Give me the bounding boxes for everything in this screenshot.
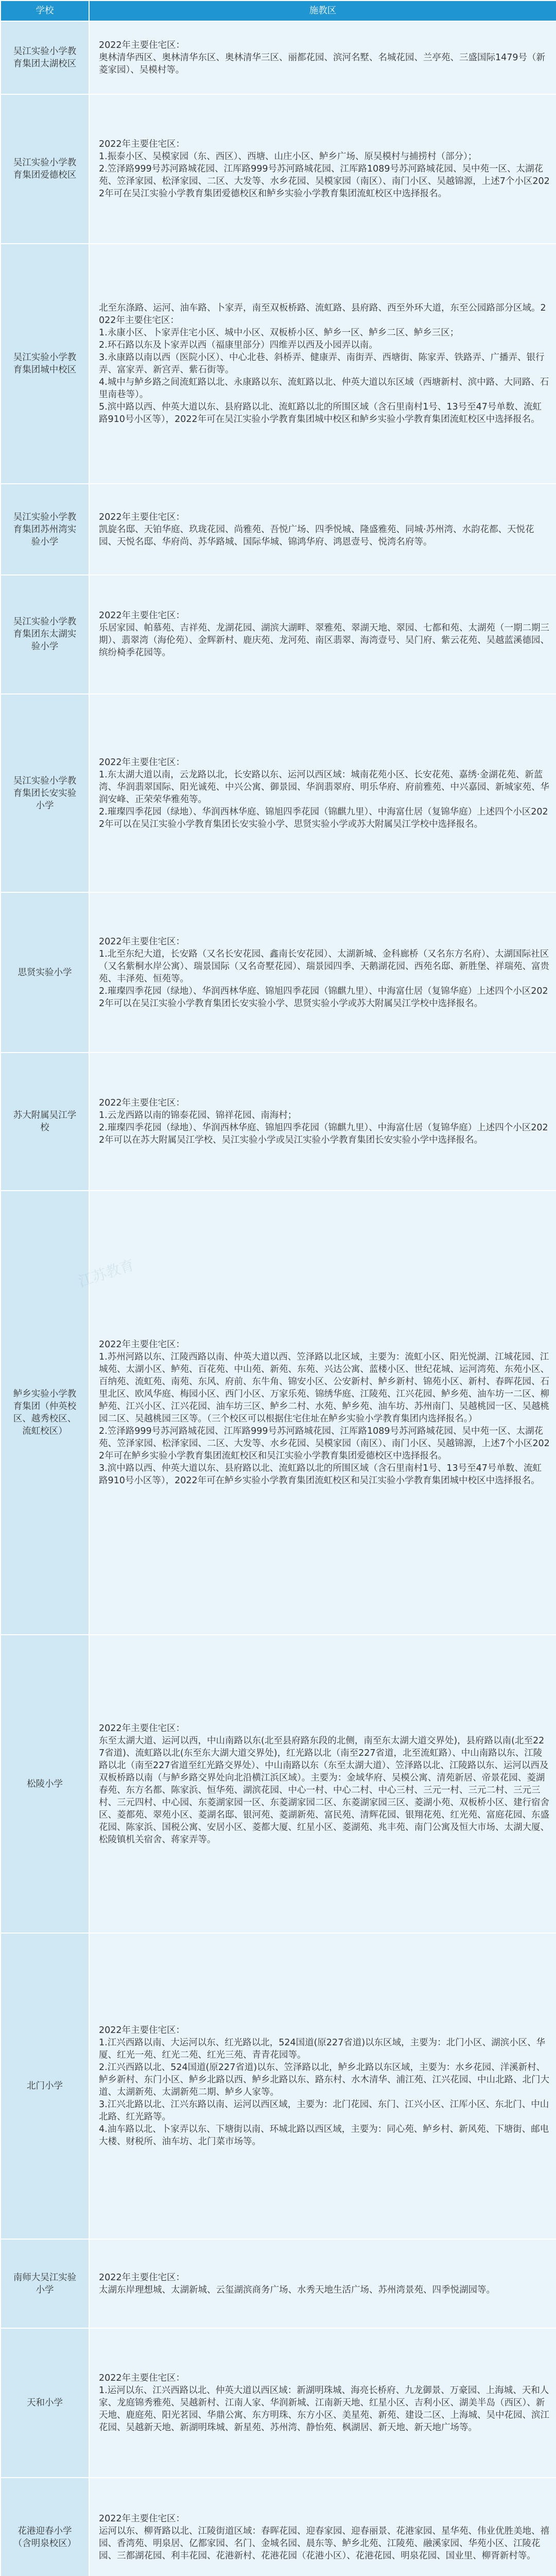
district-line: 1.振泰小区、吴模家园（东、西区）、西塘、山庄小区、鲈乡广场、原吴模村与捕捞村（部分）； — [99, 151, 477, 162]
table-row — [1, 484, 556, 575]
district-line: 5.滨中路以西、仲英大道以东、县府路以北、流虹路以北的所围区域（含石里南村1号、13号至47号单数、流虹路910号小区等），2022年可在吴江实验小学教育集团城中校区和鲈乡实验小学教育集团流虹校区中选择报名。 — [99, 402, 542, 425]
district-line: 2022年主要住宅区： — [99, 139, 185, 150]
table-row — [1, 892, 556, 1052]
district-line: 运河以东、柳胥路以北、江陵街道区域：春晖花园、迎春家园、迎春丽景、花港家园、星华苑、伟业优胜美地、禧园、香湾苑、明泉居、亿都家园、名门、金城名园、晨东等、鲈乡北苑、江陵苑、融溪家园、华苑小区、江陵花园、三都湖花园、利丰花园、花港新村、花港花园（花港小区）、花港花园、明泉花园、国业里、柳胥新村等。 — [99, 2526, 549, 2561]
district-line: 2022年主要住宅区： — [99, 2025, 185, 2036]
district-line: 2022年主要住宅区： — [99, 1097, 185, 1108]
district-line: 2022年主要住宅区： — [99, 757, 185, 768]
table-row — [1, 2478, 556, 2576]
table-row — [1, 1191, 556, 1635]
table-row — [1, 694, 556, 893]
school-name: 南师大吴江实验小学 — [1, 2239, 89, 2328]
district-line: 北至东涤路、运河、油车路、卜家弄，南至双板桥路、流虹路、县府路、西至外环大道，东至公园路部分区域。2022年主要住宅区： — [99, 303, 546, 326]
table-row — [1, 575, 556, 694]
header-school: 学校 — [1, 1, 89, 21]
district-line: 2022年主要住宅区： — [99, 611, 185, 621]
school-name: 苏大附属吴江学校 — [1, 1053, 89, 1191]
district-line: 2022年主要住宅区： — [99, 40, 185, 50]
school-name: 思贤实验小学 — [1, 892, 89, 1052]
table-row — [1, 21, 556, 94]
district-cell — [89, 575, 556, 694]
district-line: 2.笠泽路999号苏河路城花园、江厍路999号苏河路城花园、江厍路1089号苏河路城花园、吴中苑一区、太湖花苑、笠泽家园、松泽家园、二区、大发等、水乡花园、吴模家园（南区）、南门小区、吴越锦源，上述7个小区2022年可在鲈乡实验小学教育集团流虹校区和吴江实验小学教育集团爱德校区中选择报名。 — [99, 1426, 550, 1462]
table-body — [1, 21, 556, 2576]
district-line: 2022年主要住宅区： — [99, 2373, 185, 2384]
district-line: 2.璀璨四季花园（绿地）、华润西林华庭、锦旭四季花园（锦麒九里）、中海富仕居（复锦华庭）上述四个小区2022年可以在吴江实验小学教育集团长安实验小学、思贤实验小学或苏大附属吴江学校中选择报名。 — [99, 806, 548, 829]
district-cell — [89, 484, 556, 575]
district-line: 1.运河以东、江兴西路以北、仲英大道以西区域：新湖明珠城、海亮长桥府、九龙御景、万豪园、上海城、天和人家、龙庭锦秀雅苑、吴越新村、江南人家、华润新城、江南新天地、红星小区、吉利小区、湖美半岛（西区）、新天地、鹿庭苑、阳光茗园、华鼎公寓、东方明珠、东方小区、美星苑、新苑、建设二区、上海城、吴中花园、滨江花园、吴越新天地、新湖明珠城、新星苑、苏州湾、静怡苑、枫湖居、新天地、新天地广场等。 — [99, 2385, 549, 2433]
school-name: 吴江实验小学教育集团太湖校区 — [1, 21, 89, 94]
district-line: 4.油车路以北、卜家弄以东、下塘街以南、环城北路以西区域，主要为：同心苑、鲈乡村、新风苑、下塘街、邮电大楼、财税所、油车坊、北门菜市场等。 — [99, 2124, 549, 2147]
district-line: 2.笠泽路999号苏河路城花园、江厍路999号苏河路城花园、江厍路1089号苏河路城花园、吴中苑一区、太湖花苑、笠泽家园、松泽家园、二区、大发等、水乡花园、吴模家园（南区）、南门小区、吴越锦源，上述7个小区2022年可在吴江实验小学教育集团爱德校区和鲈乡实验小学教育集团流虹校区中选择报名。 — [99, 164, 550, 199]
district-line: 2.环石路以东及卜家弄以西（福康里部分）四维弄以西及小园弄以南。 — [99, 340, 378, 351]
district-line: 2022年主要住宅区： — [99, 2272, 185, 2283]
school-name: 松陵小学 — [1, 1635, 89, 1933]
district-line: 1.东太湖大道以南，云龙路以北，长安路以东、运河以西区域：城南花苑小区、长安花苑、嘉绣·金湖花苑、新蓝湾、华润翡翠国际、阳光诚苑、中兴公寓、御景园、华润翡翠府、明乐华府、府前雅苑、中兴嘉园、新城家苑、华润安峰、正荣荣华雅苑等。 — [99, 769, 549, 805]
district-cell — [89, 1933, 556, 2239]
table-row — [1, 2328, 556, 2478]
district-cell — [89, 2239, 556, 2328]
district-line: 太湖东岸理想城、太湖新城、云玺湖滨商务广场、水秀天地生活广场、苏州湾景苑、四季悦湖园等。 — [99, 2284, 495, 2295]
school-name: 吴江实验小学教育集团爱德校区 — [1, 94, 89, 244]
district-line: 奥林清华西区、奥林清华东区、奥林清华三区、丽都花园、滨河名墅、名城花园、兰亭苑、三盛国际1479号（新菱家园）、吴模村等。 — [99, 52, 546, 75]
table-row — [1, 244, 556, 484]
district-line: 2022年主要住宅区： — [99, 936, 185, 947]
district-cell — [89, 94, 556, 244]
district-line: 4.城中与鲈乡路之间流虹路以北、永康路以东、流虹路以北、仲英大道以东区域（西塘新村、滨中路、大同路、石里南巷等）。 — [99, 377, 549, 400]
school-name: 鲈乡实验小学教育集团（仲英校区、越秀校区、流虹校区） — [1, 1191, 89, 1635]
table-row — [1, 1053, 556, 1191]
district-line: 2.璀璨四季花园（绿地）、华润西林华庭、锦旭四季花园（锦麒九里）、中海富仕居（复锦华庭）上述四个小区2022年可以在苏大附属吴江学校、吴江实验小学或吴江实验小学教育集团长安实验小学中选择报名。 — [99, 1122, 548, 1145]
school-name: 吴江实验小学教育集团苏州湾实验小学 — [1, 484, 89, 575]
district-line: 2.江兴西路以北、524国道(原227省道)以东、笠泽路以北，鲈乡北路以东区域，主要为：水乡花园、洋溪新村、鲈乡新村、东门小区、鲈乡北路以西、鲈乡北路以东、路东村、水木清华、浦江苑、江兴花园、中山北路、北门大道、太湖新苑、太湖新苑二期、鲈乡人家等。 — [99, 2062, 549, 2098]
district-cell — [89, 694, 556, 893]
district-line: 3.滨中路以西、仲英大道以东、县府路以北、流虹路以北的所围区域（含石里南村1号、13号至47号单数、流虹路910号小区等），2022年可在鲈乡实验小学教育集团流虹校区和吴江实验小学教育集团城中校区中选择报名。 — [99, 1463, 542, 1486]
district-line: 1.云龙西路以南的锦泰花园、锦祥花园、南海村； — [99, 1110, 297, 1121]
school-name: 吴江实验小学教育集团城中校区 — [1, 244, 89, 484]
district-cell — [89, 21, 556, 94]
district-line: 3.江兴北路以北、江兴东路以南、运河以西区域，主要为：北门花园、东门、江兴小区、江厍小区、东北门、中山北路、红光路等。 — [99, 2099, 549, 2123]
district-cell — [89, 892, 556, 1052]
table-row — [1, 2239, 556, 2328]
header-district: 施教区 — [89, 1, 556, 21]
district-line: 2.璀璨四季花园（绿地）、华润西林华庭、锦旭四季花园（锦麒九里）、中海富仕居（复锦华庭）上述四个小区2022年可以在吴江实验小学教育集团长安实验小学、思贤实验小学或苏大附属吴江学校中选择报名。 — [99, 986, 548, 1009]
school-name: 花港迎春小学（含明泉校区） — [1, 2478, 89, 2576]
district-line: 3.永康路以南以西（医院小区）、中心北巷、斜桥弄、健康弄、南街弄、西塘街、陈家弄、铁路弄、广播弄、银行弄、富家弄、新宫弄、紫石街等。 — [99, 352, 545, 376]
district-line: 1.江兴西路以南、大运河以东、红光路以北，524国道(原227省道)以东区域，主要为：北门小区、湖滨小区、华厦、红光一苑、红光二苑、红光三苑、青青花园等。 — [99, 2038, 546, 2061]
district-line: 凯旋名邸、天铂华庭、玖珑花园、尚雅苑、吾悦广场、四季悦城、隆盛雅苑、同城·苏州湾、水韵花都、天悦花园、天悦名邸、华府尚、苏华路城、国际华城、锦鸿华府、鸿恩壹号、悦湾名府等。 — [99, 524, 534, 547]
district-line: 1.永康小区、卜家弄住宅小区、城中小区、双板桥小区、鲈乡一区、鲈乡二区、鲈乡三区； — [99, 328, 459, 338]
table-row — [1, 1635, 556, 1933]
district-cell — [89, 2328, 556, 2478]
district-line: 2022年主要住宅区： — [99, 1723, 185, 1734]
table-row — [1, 94, 556, 244]
school-name: 北门小学 — [1, 1933, 89, 2239]
district-line: 1.苏州河路以东、江陵西路以南、仲英大道以西、笠泽路以北区域，主要为：流虹小区、阳光悦湖、江城花园、江城苑、太湖小区、鲈苑、百花苑、中山苑、新苑、东苑、兴达公寓、蓝楼小区、世纪花城、运河湾苑、东苑小区、百纳苑、流虹苑、南苑、东风、府前、东牛角、锦安小区、公安新村、鲈乡新村、锦苑小区、新村、春晖花园、石里北区、欧风华庭、梅园小区、西门小区、万家乐苑、锦绣华庭、江陵苑、江兴花园、鲈乡苑、油车坊一二区、柳鲈苑、江兴小区、江兴花园、油车坊三区、鲈乡二村、水苑、鲈乡苑、油车坊、苏州南门、吴越桃园一区、吴越桃园二区、吴越桃园三区等。（三个校区可以根据住宅住址在鲈乡实验小学教育集团内选择报名。） — [99, 1352, 549, 1425]
school-name: 吴江实验小学教育集团东太湖实验小学 — [1, 575, 89, 694]
district-line: 乐居家园、帕慕苑、吉祥苑、龙湖花园、湖滨大湖畔、翠雅苑、翠湖天地、翠园、七都和苑、太湖苑（一期二期三期）、翡翠湾（海伦苑）、金辉新村、鹿庆苑、龙河苑、南区翡翠、海湾壹号、吴门府、紫云花苑、吴越蓝溪德园、缤纷椅季花园等。 — [99, 623, 549, 658]
district-line: 2022年主要住宅区： — [99, 2513, 185, 2524]
district-cell — [89, 2478, 556, 2576]
district-cell — [89, 1053, 556, 1191]
district-cell — [89, 1635, 556, 1933]
table-header-row — [1, 1, 556, 21]
school-name: 天和小学 — [1, 2328, 89, 2478]
district-line: 2022年主要住宅区： — [99, 1340, 185, 1350]
district-cell — [89, 244, 556, 484]
table-row — [1, 1933, 556, 2239]
district-cell — [89, 1191, 556, 1635]
district-line: 1.北至东纪大道，长安路（又名长安花园、鑫南长安花园）、太湖新城、金科廊桥（又名东方名府）、太湖国际社区（又名紫桐水岸公寓）、瑞景国际（又名奇墅花园）、瑞景园四季、天鹅湖花园、西苑名邸、新胜堡、祥瑞苑、富贵苑、丰泽苑、恒苑等。 — [99, 948, 549, 984]
district-line: 2022年主要住宅区： — [99, 512, 185, 522]
school-name: 吴江实验小学教育集团长安实验小学 — [1, 694, 89, 893]
district-line: 东至太湖大道、运河以西，中山南路以东(北至县府路东段的北侧，南至东太湖大道交界处)，县府路以南(北至227省道)、流虹路以北(东至东大湖大道交界处)，红光路以北（南至227省道，北至流虹路）、中山南路以东、江陵路以北（南至227省道至红光路交界处）、中山南路以东（东至太湖大道）、笠泽路以北、江陵路以东、运河以西及双板桥路以南（与鲈乡路交界处向北沿横江浜区域）。主要为：金域华府、吴模公寓、清苑新居、帝景花园、菱湖春苑、东方名都、陈家浜、恒华苑、湖滨花园、中心一村、中心二村、中心三村、三元一村、三元二村、三元三村、三元四村、中心园、东菱湖家园一区、东菱湖家园二区、东菱湖家园三区、菱湖小苑、双板桥小区、建行宿舍区、菱都苑、翠苑小区、菱湖名邸、银河苑、菱湖新苑、富民苑、清辉花园、银翔花苑、红光苑、富庭花园、东盛花园、陈家浜、国税公寓、安居小区、菱都大厦、红星小区、菱湖苑、兆丰苑、南门公寓及恒大市场、太湖大厦、松陵镇机关宿舍、蒋家弄等。 — [99, 1735, 549, 1845]
